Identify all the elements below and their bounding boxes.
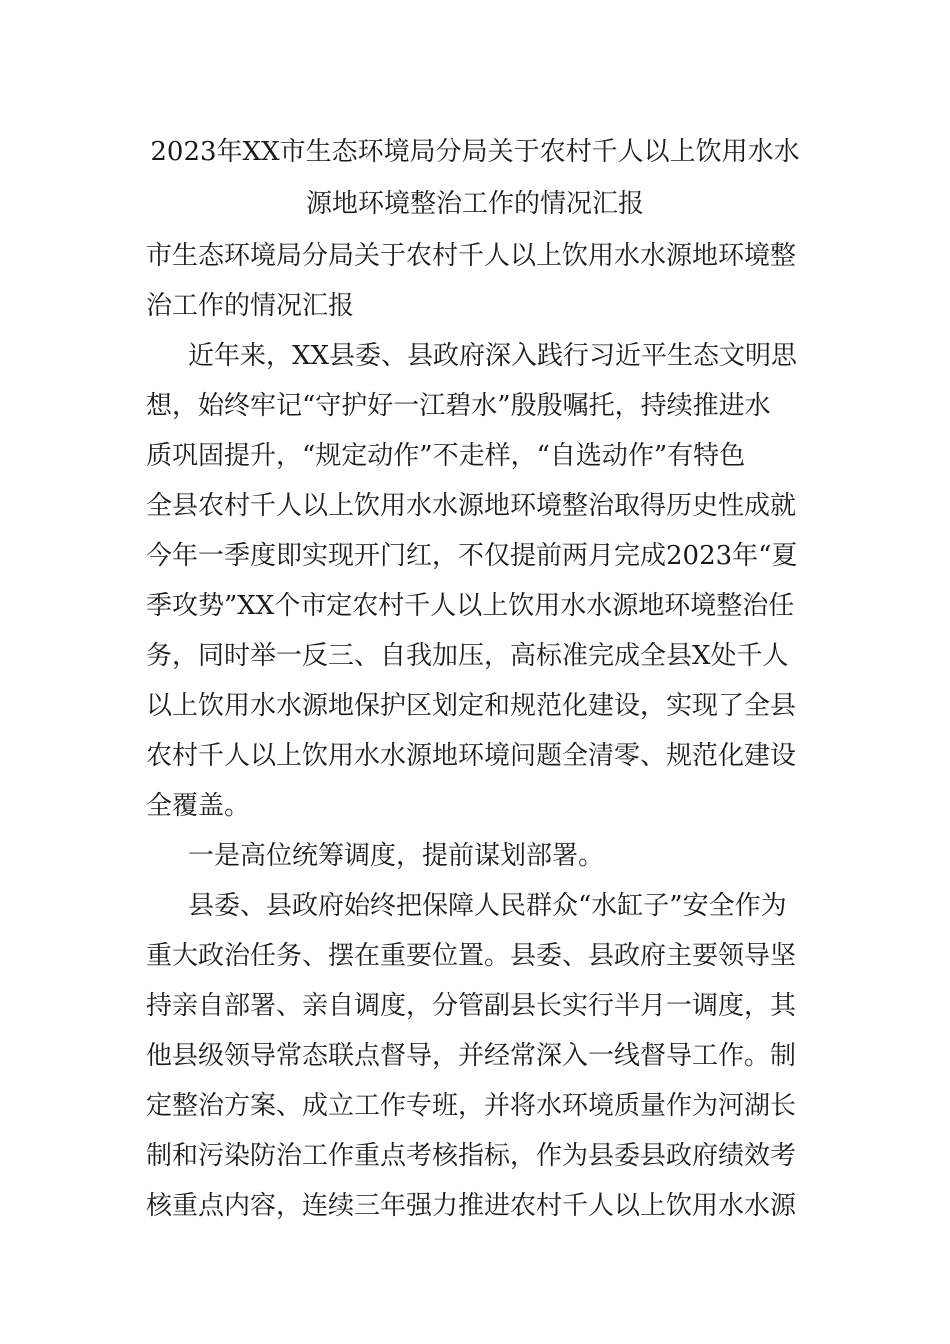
paragraph-line: 定整治方案、成立工作专班，并将水环境质量作为河湖长 [146,1091,797,1121]
subtitle-line-2: 治工作的情况汇报 [146,291,355,321]
paragraph-line: 制和污染防治工作重点考核指标，作为县委县政府绩效考 [146,1141,797,1171]
paragraph-line: 重大政治任务、摆在重要位置。县委、县政府主要领导坚 [146,941,797,971]
paragraph-line: 想，始终牢记“守护好一江碧水”殷殷嘱托，持续推进水 [146,391,771,421]
document-title-line-1: 2023年XX市生态环境局分局关于农村千人以上饮用水水 [150,137,800,167]
paragraph-line: 他县级领导常态联点督导，并经常深入一线督导工作。制 [146,1041,797,1071]
paragraph-line: 季攻势”XX个市定农村千人以上饮用水水源地环境整治任 [146,591,795,621]
paragraph-line: 务，同时举一反三、自我加压，高标准完成全县X处千人 [146,641,789,671]
subtitle-line-1: 市生态环境局分局关于农村千人以上饮用水水源地环境整 [146,241,797,271]
paragraph-line: 今年一季度即实现开门红，不仅提前两月完成2023年“夏 [146,541,798,571]
paragraph-line: 以上饮用水水源地保护区划定和规范化建设，实现了全县 [146,691,797,721]
paragraph-line: 农村千人以上饮用水水源地环境问题全清零、规范化建设 [146,741,797,771]
section-heading: 一是高位统筹调度，提前谋划部署。 [188,841,605,871]
paragraph-line: 近年来，XX县委、县政府深入践行习近平生态文明思 [188,341,798,371]
paragraph-line: 质巩固提升，“规定动作”不走样，“自选动作”有特色 [146,441,746,471]
paragraph-line: 全覆盖。 [146,791,251,821]
document-title-line-2: 源地环境整治工作的情况汇报 [305,189,644,219]
paragraph-line: 持亲自部署、亲自调度，分管副县长实行半月一调度，其 [146,991,797,1021]
paragraph-line: 核重点内容，连续三年强力推进农村千人以上饮用水水源 [146,1191,797,1221]
paragraph-line: 县委、县政府始终把保障人民群众“水缸子”安全作为 [188,891,787,921]
paragraph-line: 全县农村千人以上饮用水水源地环境整治取得历史性成就 [146,491,797,521]
